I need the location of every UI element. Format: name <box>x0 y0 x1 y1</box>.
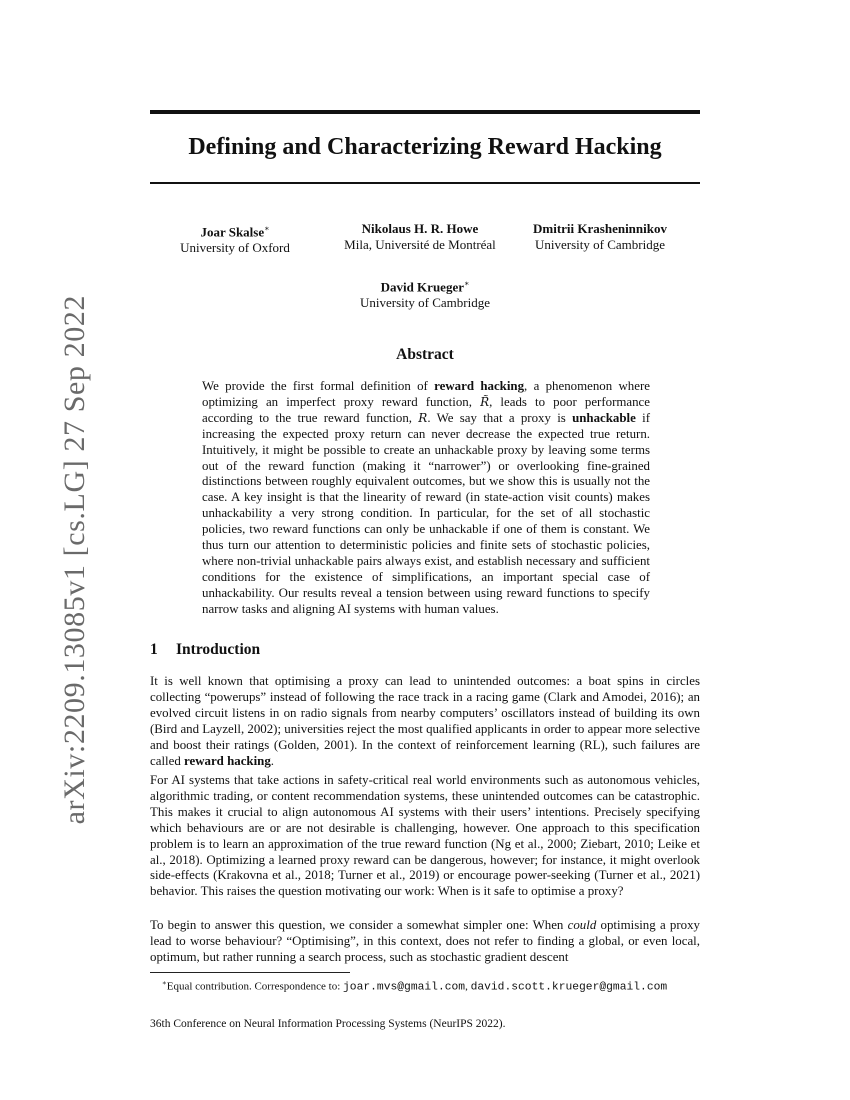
arxiv-identifier: arXiv:2209.13085v1 [cs.LG] 27 Sep 2022 <box>58 295 91 825</box>
author-affiliation: University of Cambridge <box>535 237 665 252</box>
email-link: david.scott.krueger@gmail.com <box>470 981 668 994</box>
author-block <box>320 221 520 253</box>
intro-paragraph: To begin to answer this question, we consider a somewhat simpler one: When could optimising a proxy lead to worse behaviour? “Optimising”, in this context, does not refer to finding a global, or even local, optimum, but rather running a search process, such as stochastic gradient descent <box>150 918 700 964</box>
author-affiliation: University of Cambridge <box>360 295 490 311</box>
author-block <box>160 221 310 256</box>
email-link: joar.mvs@gmail.com <box>343 981 466 994</box>
footnote: ∗Equal contribution. Correspondence to: joar.mvs@gmail.com, david.scott.krueger@gmail.com <box>162 979 668 994</box>
author-name: David Krueger∗ <box>380 279 470 295</box>
conference-note: 36th Conference on Neural Information Processing Systems (NeurIPS 2022). <box>150 1018 506 1030</box>
author-block <box>515 221 685 253</box>
author-name: Joar Skalse∗ <box>200 224 270 240</box>
abstract-heading: Abstract <box>396 346 454 363</box>
section-number: 1 <box>150 641 158 658</box>
author-affiliation: University of Oxford <box>180 240 290 256</box>
footnote-rule <box>150 972 350 973</box>
abstract-body: We provide the first formal definition of reward hacking, a phenomenon where optimizing an imperfect proxy reward function, R̃, leads to poor performance according to the true reward function, R. We say that a proxy is unhackable if increasing the expected proxy return can never decrease the expected true return. Intuitively, it might be possible to create an unhackable proxy by leaving some terms out of the reward function (making it “narrower”) or overlooking fine-grained distinctions between roughly equivalent outcomes, but we show this is usually not the case. A key insight is that the linearity of reward (in state-action visit counts) makes unhackability a very strong condition. In particular, for the set of all stochastic policies, two reward functions can only be unhackable if one of them is constant. We thus turn our attention to deterministic policies and finite sets of stochastic policies, where non-trivial unhackable pairs always exist, and establish necessary and sufficient conditions for the existence of simplifications, an important special case of unhackability. Our results reveal a tension between using reward functions to specify narrow tasks and aligning AI systems with human values. <box>202 379 651 616</box>
author-name: Dmitrii Krasheninnikov <box>533 221 667 236</box>
intro-paragraph: It is well known that optimising a proxy can lead to unintended outcomes: a boat spins in circles collecting “powerups” instead of following the race track in a racing game (Clark and Amodei, 2016); an evolved circuit listens in on radio signals from nearby computers’ oscillators instead of building its own (Bird and Layzell, 2002); universities reject the most qualified applicants in order to appear more selective and boost their ratings (Golden, 2001). In the context of reinforcement learning (RL), such failures are called reward hacking. <box>150 674 700 768</box>
proxy-reward-symbol: R̃ <box>480 394 490 409</box>
title-rule-bottom <box>150 182 700 184</box>
section-heading <box>150 641 260 659</box>
paper-title: Defining and Characterizing Reward Hacking <box>188 134 662 160</box>
title-rule-top <box>150 110 700 114</box>
true-reward-symbol: R <box>418 410 428 425</box>
author-block <box>325 276 525 311</box>
intro-paragraph: For AI systems that take actions in safety-critical real world environments such as autonomous vehicles, algorithmic trading, or content recommendation systems, these unintended outcomes can be catastrophic. This makes it crucial to align autonomous AI systems with their users’ intentions. Precisely specifying which behaviours are or are not desirable is challenging, however. One approach to this specification problem is to learn an approximation of the true reward function (Ng et al., 2000; Ziebart, 2010; Leike et al., 2018). Optimizing a learned proxy reward can be dangerous, however; for instance, it might overlook side-effects (Krakovna et al., 2018; Turner et al., 2019) or encourage power-seeking (Turner et al., 2021) behavior. This raises the question motivating our work: When is it safe to optimise a proxy? <box>150 773 700 899</box>
section-title: Introduction <box>176 641 261 658</box>
author-name: Nikolaus H. R. Howe <box>361 221 479 236</box>
author-affiliation: Mila, Université de Montréal <box>344 237 496 252</box>
